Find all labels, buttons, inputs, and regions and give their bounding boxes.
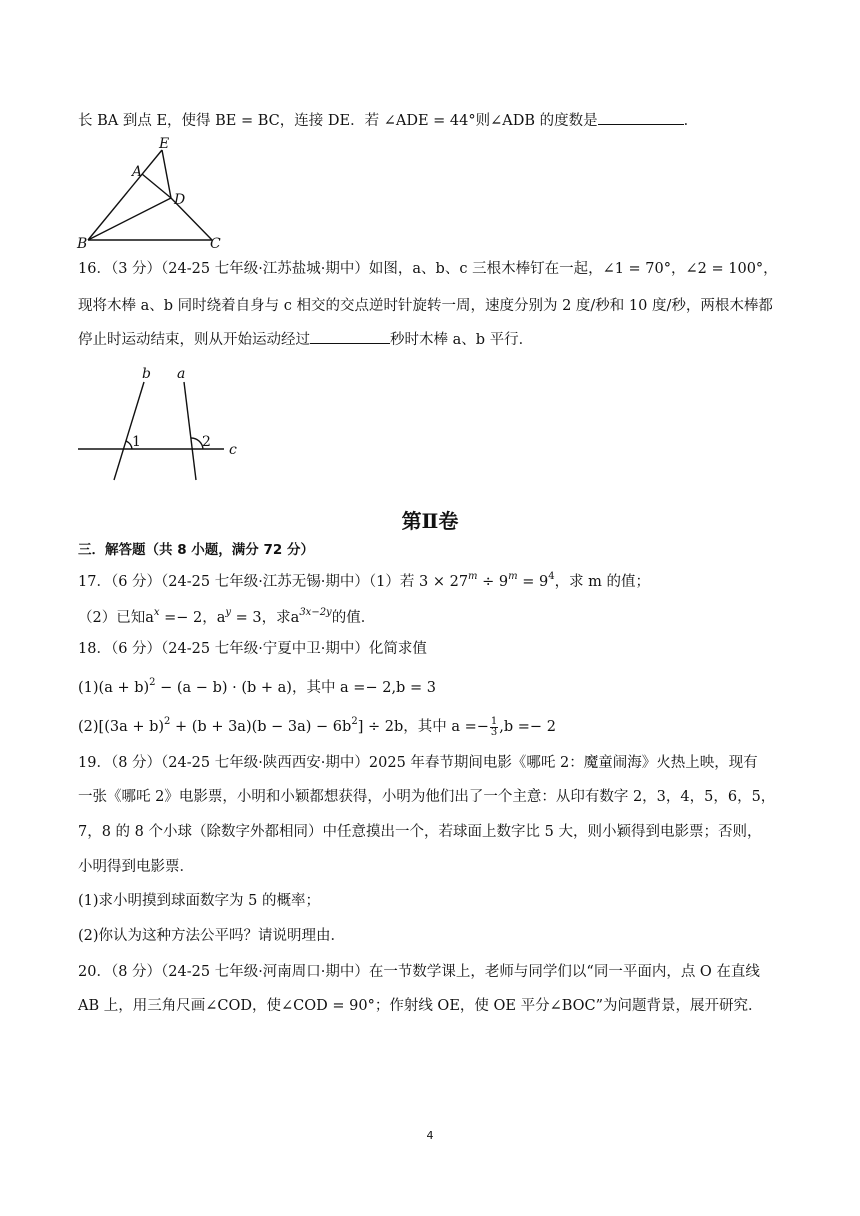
q17-intro-end: ，求 m 的值； [554,574,651,590]
q16-label-angle-2: 2 [202,434,211,450]
q18-p2-sup-2: 2 [351,716,358,727]
q16-line-3-suffix: 秒时木棒 a、b 平行． [390,332,534,348]
q19-line-3: 7，8 的 8 个小球（除数字外都相同）中任意摸出一个，若球面上数字比 5 大，则小颖得到电影票；否则， [78,824,762,840]
q18-p2-b: + (b + 3a)(b − 3a) − 6b [170,719,352,735]
q16-label-a: a [177,366,186,382]
q17-part2-sup-2: y [225,607,232,618]
q15-label-A: A [132,164,143,180]
q17-intro-mid: ÷ 9 [477,574,509,590]
q18-p2-sup: 2 [164,716,171,727]
q19-line-4: 小明得到电影票． [78,859,194,875]
q17-part2-sup-3: 3x−2y [299,607,332,618]
q15-label-E: E [159,136,170,152]
q18-p1-a: (1)(a + b) [78,680,150,696]
q16-line-1: 16．（3 分）（24-25 七年级·江苏盐城·期中）如图，a、b、c 三根木棒钉在一起，∠1 = 70°，∠2 = 100°， [78,261,778,277]
q18-fraction-denominator: 3 [490,726,498,738]
q18-fraction-numerator: 1 [490,715,498,727]
q19-part-2: (2)你认为这种方法公平吗？请说明理由． [78,928,346,944]
q17-sup-1: m [468,571,478,582]
q17-part2-b: =− 2，a [159,610,226,626]
q16-label-b: b [142,366,151,382]
q20-line-1: 20．（8 分）（24-25 七年级·河南周口·期中）在一节数学课上，老师与同学们以“同一平面内，点 O 在直线 [78,964,760,980]
q18-p2-c: ] ÷ 2b，其中 a =− [357,719,489,735]
q20-line-2: AB 上，用三角尺画∠COD，使∠COD = 90°；作射线 OE，使 OE 平分∠BOC”为问题背景，展开研究． [78,998,763,1014]
q17-part2-c: = 3，求a [231,610,300,626]
q18-part-1 [78,673,436,698]
q17-sup-2: m [508,571,518,582]
q15-answer-blank [598,110,684,125]
q17-line-1 [78,567,650,592]
q17-sup-3: 4 [548,571,555,582]
q19-line-1: 19．（8 分）（24-25 七年级·陕西西安·期中）2025 年春节期间电影《哪吒 2：魔童闹海》火热上映，现有 [78,755,758,771]
q18-p1-b: − (a − b) · (b + a)，其中 a =− 2,b = 3 [155,680,436,696]
q15-triangle-figure [74,132,234,252]
q15-label-D: D [174,192,186,208]
q18-fraction [490,717,498,738]
q16-line-3-prefix: 停止时运动结束，则从开始运动经过 [78,332,310,348]
page-number: 4 [426,1129,434,1142]
q16-line-2: 现将木棒 a、b 同时绕着自身与 c 相交的交点逆时针旋转一周，速度分别为 2 度/秒和 10 度/秒，两根木棒都 [78,298,773,314]
q15-label-B: B [77,236,88,252]
q17-part2-d: 的值． [331,610,376,626]
q16-label-c: c [229,442,237,458]
q18-p2-d: ,b =− 2 [499,719,556,735]
q15-text-suffix: ． [683,113,699,129]
q17-part2-sup-1: x [153,607,160,618]
section-heading: 三．解答题（共 8 小题，满分 72 分） [78,542,314,558]
q17-line-2 [78,603,375,628]
q16-line-3 [78,329,533,350]
q16-sticks-figure [74,360,254,485]
q18-part-2 [78,712,556,738]
q17-intro: 17．（6 分）（24-25 七年级·江苏无锡·期中）（1）若 3 × 27 [78,574,469,590]
q15-label-C: C [210,236,221,252]
section-title: 第Ⅱ卷 [401,509,459,533]
q19-line-2: 一张《哪吒 2》电影票，小明和小颖都想获得，小明为他们出了一个主意：从印有数字 2，3，4，5，6，5， [78,789,776,805]
q18-p1-sup: 2 [149,677,156,688]
q19-part-1: (1)求小明摸到球面数字为 5 的概率； [78,893,320,909]
q16-answer-blank [310,329,390,344]
q17-part2-a: （2）已知a [78,610,154,626]
q15-text [78,110,698,131]
q18-p2-a: (2)[(3a + b) [78,719,165,735]
q15-text-prefix: 长 BA 到点 E，使得 BE = BC，连接 DE．若 ∠ADE = 44°则∠ADB 的度数是 [78,113,598,129]
q17-intro-mid2: = 9 [517,574,549,590]
q18-intro: 18．（6 分）（24-25 七年级·宁夏中卫·期中）化简求值 [78,641,427,657]
q16-label-angle-1: 1 [132,434,141,450]
